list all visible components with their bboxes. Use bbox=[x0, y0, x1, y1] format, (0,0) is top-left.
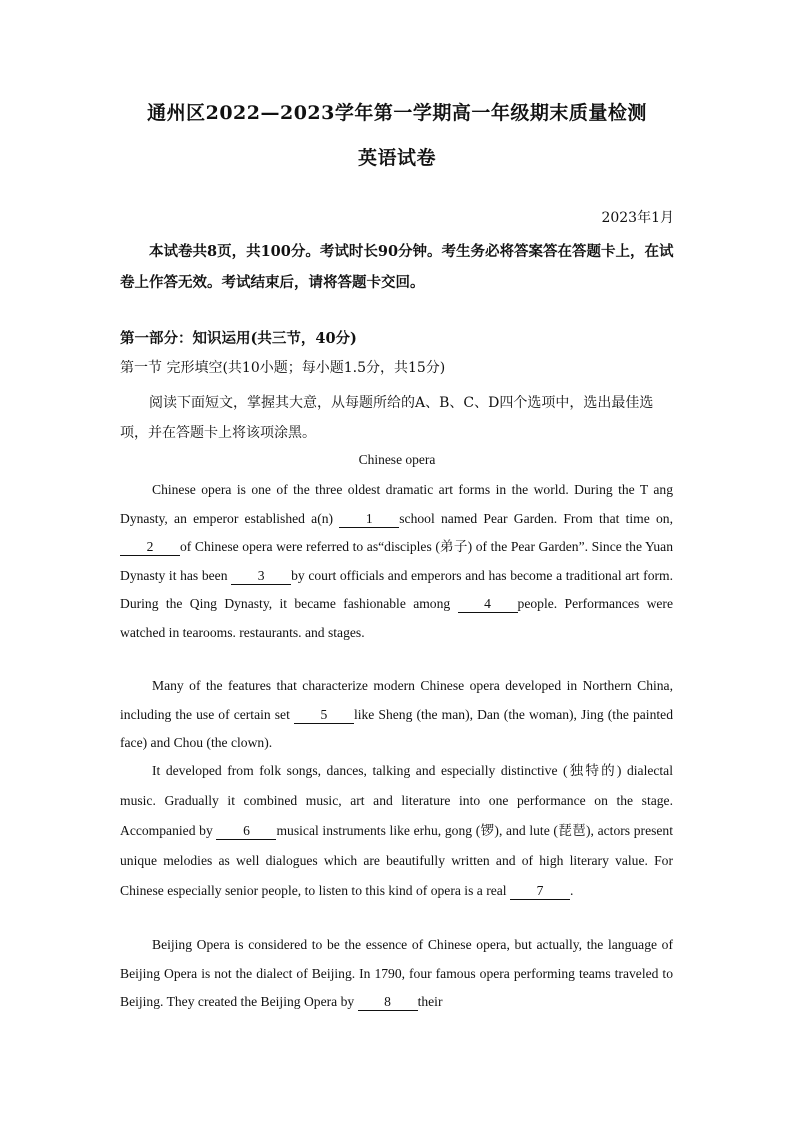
blank-3: 3 bbox=[231, 568, 291, 585]
paragraph-text: Many of the features that characterize modern Chinese opera developed in Northern China, including the use of certain set bbox=[120, 678, 673, 722]
exam-notice: 本试卷共8页，共100分。考试时长90分钟。考生务必将答案答在答题卡上，在试卷上作答无效。考试结束后，请将答题卡交回。 bbox=[120, 243, 674, 291]
blank-1: 1 bbox=[339, 511, 399, 528]
paragraph-text: It developed from folk songs, dances, talking and especially distinctive (独特的) dialectal music. Gradually it combined music, art and literature into one performance on the stage. Accompanied by bbox=[120, 763, 673, 838]
blank-5: 5 bbox=[294, 707, 354, 724]
paragraph-text: . bbox=[569, 883, 574, 898]
passage-paragraph-3 bbox=[120, 756, 673, 906]
paragraph-text: musical instruments like erhu, gong (锣), and lute (琵琶), actors present unique melodies as well dialogues which are beautifully written and of high literary value. For Chinese especially senior people, to listen to this kind of opera is a real bbox=[120, 823, 674, 898]
paragraph-text: school named Pear Garden. From that time on, bbox=[399, 510, 673, 526]
paragraph-text: by court officials and emperors and has become a traditional art form. During the Qing Dynasty, it became fashionable among bbox=[120, 567, 673, 611]
passage-paragraph-2 bbox=[120, 672, 673, 758]
exam-subtitle: 英语试卷 bbox=[357, 147, 436, 169]
paragraph-text: of Chinese opera were referred to as“disciples (弟子) of the Pear Garden”. Since the Yuan Dynasty it has been bbox=[120, 539, 673, 583]
passage-title: Chinese opera bbox=[358, 452, 436, 467]
paragraph-text: their bbox=[417, 994, 443, 1009]
blank-4: 4 bbox=[458, 596, 518, 613]
section-instruction: 阅读下面短文，掌握其大意，从每题所给的A、B、C、D四个选项中，选出最佳选项，并在答题卡上将该项涂黑。 bbox=[120, 395, 654, 441]
blank-7: 7 bbox=[510, 883, 570, 900]
blank-2: 2 bbox=[120, 539, 180, 556]
passage-paragraph-1 bbox=[120, 476, 673, 647]
paragraph-text: people. Performances were watched in tearooms. restaurants. and stages. bbox=[120, 596, 673, 640]
passage-paragraph-4 bbox=[120, 931, 673, 1017]
part-heading: 第一部分：知识运用(共三节，40分) bbox=[120, 330, 357, 347]
blank-6: 6 bbox=[216, 823, 276, 840]
exam-date: 2023年1月 bbox=[601, 210, 674, 226]
paragraph-text: Chinese opera is one of the three oldest dramatic art forms in the world. During the T ang Dynasty, an emperor established a(n) bbox=[120, 482, 673, 526]
blank-8: 8 bbox=[358, 994, 418, 1011]
paragraph-text: Beijing Opera is considered to be the essence of Chinese opera, but actually, the language of Beijing Opera is not the dialect of Beijing. In 1790, four famous opera performing teams traveled to Beijing. They created the Beijing Opera by bbox=[120, 937, 673, 1009]
section-heading: 第一节 完形填空(共10小题；每小题1.5分，共15分) bbox=[120, 360, 446, 376]
paragraph-text: like Sheng (the man), Dan (the woman), Jing (the painted face) and Chou (the clown). bbox=[120, 706, 673, 750]
exam-title: 通州区2022—2023学年第一学期高一年级期末质量检测 bbox=[147, 102, 647, 124]
